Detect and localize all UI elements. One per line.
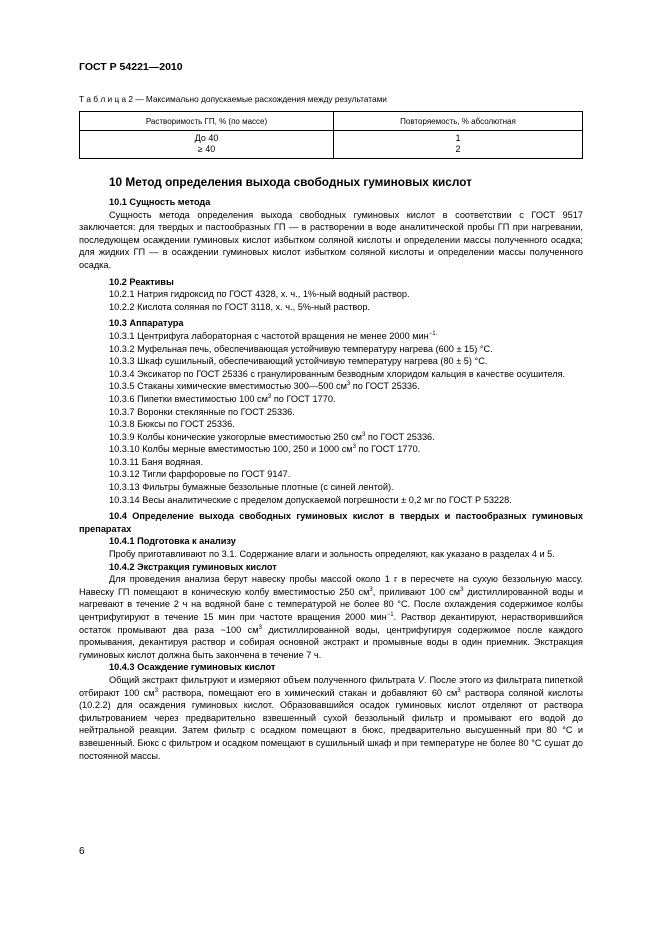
cell-value: ≥ 40 bbox=[197, 144, 216, 154]
section-10-4-title: 10.4 Определение выхода свободных гуминовых кислот в твердых и пастообразных гуминовых препаратах bbox=[79, 511, 583, 534]
page-number: 6 bbox=[79, 846, 85, 857]
document-body bbox=[79, 175, 583, 762]
table-cell-solubility bbox=[80, 131, 334, 159]
item-10-3-7: 10.3.7 Воронки стеклянные по ГОСТ 25336. bbox=[109, 406, 295, 417]
section-10-4-1-title: 10.4.1 Подготовка к анализу bbox=[109, 536, 236, 547]
discrepancy-table bbox=[79, 111, 583, 159]
item-10-3-6: 10.3.6 Пипетки вместимостью 100 $см^3$ по ГОСТ 1770. bbox=[109, 393, 336, 404]
section-10-title: 10 Метод определения выхода свободных гуминовых кислот bbox=[109, 175, 472, 189]
cell-value: 2 bbox=[455, 144, 461, 154]
table-row bbox=[80, 131, 583, 159]
cell-value: До 40 bbox=[194, 133, 219, 143]
cell-value: 1 bbox=[455, 133, 461, 143]
item-10-3-8: 10.3.8 Бюксы по ГОСТ 25336. bbox=[109, 419, 235, 430]
section-10-1-text: Сущность метода определения выхода свободных гуминовых кислот в соответствии с ГОСТ 9517 заключается: для твердых и пастообразных ГП — в растворении в воде аналитической пробы ГП при нагревании, последующем осаждении гуминовых кислот избытком соляной кислоты и определении массы полученного осадка; для жидких ГП — в осаждении гуминовых кислот избытком соляной кислоты и определении массы полученного осадка. bbox=[79, 209, 583, 270]
section-10-4-3-text: Общий экстракт фильтруют и измеряют объем полученного фильтрата V. После этого из фильтрата пипеткой отбирают 100 $см^3$ раствора, помещают его в химический стакан и добавляют 60 $см^3$ раствора соляной кислоты (10.2.2) для осаждения гуминовых кислот. Образовавшийся осадок гуминовых кислот отделяют от раствора фильтрованием через предварительно взвешенный сухой беззольный фильтр и промывают его водой до нейтральной реакции. Затем фильтр с осадком помещают в бюкс, предварительно высушенный при 80 °С и взвешенный. Бюкс с фильтром и осадком помещают в сушильный шкаф и при температуре не более 80 °С сушат до постоянной массы. bbox=[79, 674, 583, 761]
item-10-3-10: 10.3.10 Колбы мерные вместимостью 100, 250 и 1000 $см^3$ по ГОСТ 1770. bbox=[109, 444, 421, 455]
item-10-3-13: 10.3.13 Фильтры бумажные беззольные плотные (с синей лентой). bbox=[109, 482, 394, 493]
column-header-repeatability: Повторяемость, % абсолютная bbox=[334, 112, 583, 131]
item-10-3-3: 10.3.3 Шкаф сушильный, обеспечивающий устойчивую температуру нагрева (80 ± 5) °С. bbox=[109, 356, 488, 367]
item-10-3-14: 10.3.14 Весы аналитические с пределом допускаемой погрешности ± 0,2 мг по ГОСТ Р 53228. bbox=[109, 494, 512, 505]
section-10-4-1-text: Пробу приготавливают по 3.1. Содержание влаги и зольность определяют, как указано в разделах 4 и 5. bbox=[109, 549, 555, 560]
section-10-1-title: 10.1 Сущность метода bbox=[109, 197, 211, 207]
table-caption: Т а б л и ц а 2 — Максимально допускаемые расхождения между результатами bbox=[79, 94, 387, 104]
item-10-2-2: 10.2.2 Кислота соляная по ГОСТ 3118, х. ч., 5%-ный раствор. bbox=[109, 301, 370, 312]
section-10-4-3-title: 10.4.3 Осаждение гуминовых кислот bbox=[109, 662, 276, 673]
item-10-3-12: 10.3.12 Тигли фарфоровые по ГОСТ 9147. bbox=[109, 469, 291, 480]
section-10-3-title: 10.3 Аппаратура bbox=[109, 318, 184, 329]
section-10-4-2-title: 10.4.2 Экстракция гуминовых кислот bbox=[109, 561, 277, 572]
item-10-3-11: 10.3.11 Баня водяная. bbox=[109, 456, 203, 467]
table-cell-repeatability bbox=[334, 131, 583, 159]
item-10-3-9: 10.3.9 Колбы конические узкогорлые вместимостью 250 $см^3$ по ГОСТ 25336. bbox=[109, 431, 435, 442]
item-10-2-1: 10.2.1 Натрия гидроксид по ГОСТ 4328, х. ч., 1%-ный водный раствор. bbox=[109, 289, 410, 300]
item-10-3-5: 10.3.5 Стаканы химические вместимостью 300—500 $см^3$ по ГОСТ 25336. bbox=[109, 381, 420, 392]
section-10-2-title: 10.2 Реактивы bbox=[109, 276, 174, 287]
column-header-solubility: Растворимость ГП, % (по массе) bbox=[80, 112, 334, 131]
document-number: ГОСТ Р 54221—2010 bbox=[79, 61, 183, 73]
section-10-4-2-text: Для проведения анализа берут навеску пробы массой около 1 г в пересчете на сухую беззольную массу. Навеску ГП помещают в коническую колбу вместимостью 250 $см^3$, приливают 100 $см^3$ дистиллированной воды и нагревают в течение 2 ч на водяной бане с температурой не более 80 °С. После охлаждения содержимое колбы центрифугируют в течение 15 мин при частоте вращения 2000 мин$^{-1}$. Раствор декантируют, нерастворившийся остаток промывают два раза ~100 $см^3$ дистиллированной воды, центрифугируя содержимое после каждого промывания, декантируя раствор и собирая основной экстракт и промывные воды в один приемник. Экстракция гуминовых кислот должна быть закончена в течение 7 ч. bbox=[79, 574, 583, 660]
item-10-3-2: 10.3.2 Муфельная печь, обеспечивающая устойчивую температуру нагрева (600 ± 15) °С. bbox=[109, 343, 493, 354]
item-10-3-4: 10.3.4 Эксикатор по ГОСТ 25336 с гранулированным безводным хлоридом кальция в качестве осушителя. bbox=[109, 368, 566, 379]
table-header-row bbox=[80, 112, 583, 131]
item-10-3-1: 10.3.1 Центрифуга лабораторная с частотой вращения не менее 2000 мин$^{-1.}$ bbox=[109, 330, 438, 341]
